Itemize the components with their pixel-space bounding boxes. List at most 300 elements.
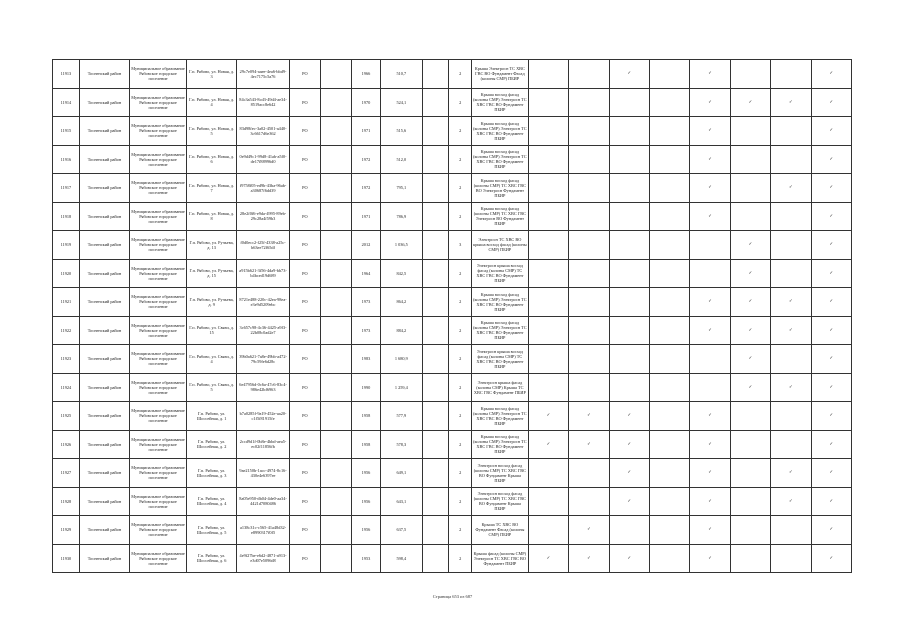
empty-cell (320, 288, 351, 317)
guid-cell: 6e47956d-0c6a-47c6-83c4-986e42bf6963 (237, 373, 290, 402)
table-row (53, 117, 852, 146)
row-id: 11915 (53, 117, 80, 146)
area-cell: 578,3 (380, 430, 422, 459)
check-cell (649, 459, 689, 488)
district-cell: Тосненский район (79, 145, 129, 174)
district-cell: Тосненский район (79, 288, 129, 317)
check-cell (690, 231, 730, 260)
year-cell: 1956 (351, 487, 380, 516)
check-cell (528, 288, 568, 317)
empty-cell (320, 430, 351, 459)
area-cell: 637,5 (380, 516, 422, 545)
check-cell: ✓ (771, 288, 811, 317)
municipality-cell: Муниципальное образование Рябовское городское поселение (130, 402, 187, 431)
empty-cell (320, 117, 351, 146)
table-row (53, 259, 852, 288)
area-cell: 577,9 (380, 402, 422, 431)
check-cell: ✓ (811, 117, 851, 146)
form-cell: РО (289, 430, 320, 459)
district-cell: Тосненский район (79, 259, 129, 288)
check-cell: ✓ (811, 259, 851, 288)
check-cell: ✓ (811, 402, 851, 431)
check-cell: ✓ (771, 373, 811, 402)
row-id: 11920 (53, 259, 80, 288)
address-cell: Г.п. Рябово, ул. Ручьева, д. 15 (186, 259, 236, 288)
area-cell: 795,1 (380, 174, 422, 203)
area-cell: 649,1 (380, 459, 422, 488)
guid-cell: 3c657c98-4c36-4425-a9f3-22b08c0ad2e7 (237, 316, 290, 345)
check-cell: ✓ (811, 288, 851, 317)
district-cell: Тосненский район (79, 487, 129, 516)
works-cell: Электросн крыша восход фасад (колоны СМР) ТС ХВС ГВС ВО Фундамент ПБИР (471, 259, 528, 288)
floors-cell: 3 (449, 231, 472, 260)
floors-cell: 2 (449, 202, 472, 231)
guid-cell: a138c31c-c565-41a48d32-e8990317f0f5 (237, 516, 290, 545)
guid-cell: 8a05e950-db04-4de0-aa34-4421d7080486 (237, 487, 290, 516)
floors-cell: 2 (449, 117, 472, 146)
check-cell (569, 459, 609, 488)
check-cell (609, 117, 649, 146)
district-cell: Тосненский район (79, 60, 129, 89)
empty-cell (320, 88, 351, 117)
check-cell: ✓ (771, 459, 811, 488)
year-cell: 1972 (351, 174, 380, 203)
check-cell: ✓ (690, 174, 730, 203)
check-cell: ✓ (811, 544, 851, 573)
floors-cell: 2 (449, 402, 472, 431)
municipality-cell: Муниципальное образование Рябовское городское поселение (130, 345, 187, 374)
check-cell: ✓ (569, 544, 609, 573)
check-cell (771, 430, 811, 459)
district-cell: Тосненский район (79, 231, 129, 260)
empty-cell (320, 60, 351, 89)
check-cell (609, 373, 649, 402)
area-cell: 510,7 (380, 60, 422, 89)
address-cell: Г.п. Рябово, ул. Связи, д. 15 (186, 316, 236, 345)
empty-cell (422, 145, 449, 174)
check-cell (690, 345, 730, 374)
row-id: 11916 (53, 145, 80, 174)
empty-cell (320, 402, 351, 431)
check-cell (609, 231, 649, 260)
form-cell: РО (289, 402, 320, 431)
empty-cell (320, 202, 351, 231)
check-cell: ✓ (609, 60, 649, 89)
works-cell: Электросн восход фасад (колоны СМР) ТС ХВС ГВС ВО Фундамент Крыша ПБИР (471, 459, 528, 488)
table-row (53, 402, 852, 431)
district-cell: Тосненский район (79, 430, 129, 459)
check-cell (528, 202, 568, 231)
table-row (53, 459, 852, 488)
check-cell: ✓ (609, 430, 649, 459)
check-cell: ✓ (771, 487, 811, 516)
check-cell (649, 316, 689, 345)
table-row (53, 316, 852, 345)
check-cell (649, 174, 689, 203)
floors-cell: 2 (449, 174, 472, 203)
area-cell: 512,0 (380, 145, 422, 174)
municipality-cell: Муниципальное образование Рябовское городское поселение (130, 174, 187, 203)
guid-cell: 83d98fec-3a02-4501-a440-3c6617d6e362 (237, 117, 290, 146)
check-cell: ✓ (811, 373, 851, 402)
check-cell: ✓ (690, 402, 730, 431)
guid-cell: 0e9d49c1-99d8-41ab-a5f0-de17f88996d0 (237, 145, 290, 174)
year-cell: 1970 (351, 88, 380, 117)
check-cell (771, 345, 811, 374)
year-cell: 1971 (351, 117, 380, 146)
year-cell: 1956 (351, 459, 380, 488)
check-cell (609, 88, 649, 117)
check-cell: ✓ (690, 516, 730, 545)
year-cell: 1964 (351, 259, 380, 288)
check-cell: ✓ (811, 145, 851, 174)
form-cell: РО (289, 459, 320, 488)
empty-cell (320, 459, 351, 488)
table-row (53, 373, 852, 402)
empty-cell (320, 544, 351, 573)
guid-cell: 4e9f27be-e6d2-4871-a913-e3d07e5096d8 (237, 544, 290, 573)
row-id: 11924 (53, 373, 80, 402)
check-cell (771, 202, 811, 231)
check-cell (569, 373, 609, 402)
address-cell: Г.п. Рябово, ул. Ручьева, д. 9 (186, 288, 236, 317)
area-cell: 864,2 (380, 288, 422, 317)
table-row (53, 516, 852, 545)
works-cell: Крыша восход фасад (колоны СМР) Электросн ТС ХВС ГВС ВО Фундамент ПБИР (471, 288, 528, 317)
area-cell: 643,1 (380, 487, 422, 516)
check-cell (730, 145, 770, 174)
check-cell (649, 145, 689, 174)
address-cell: Г.п. Рябово, ул. Шоссейная, д. 3 (186, 459, 236, 488)
row-id: 11922 (53, 316, 80, 345)
works-cell: Крыша фасад (колоны СМР) Электросн ТС ХВС ГВС ВО Фундамент ПБИР (471, 544, 528, 573)
check-cell (609, 316, 649, 345)
address-cell: Г.п. Рябово, ул. Шоссейная, д. 5 (186, 516, 236, 545)
guid-cell: 84c3a543-8cd3-49d4-ae34-8519acc8e642 (237, 88, 290, 117)
table-row (53, 88, 852, 117)
district-cell: Тосненский район (79, 117, 129, 146)
check-cell: ✓ (690, 288, 730, 317)
check-cell: ✓ (609, 487, 649, 516)
check-cell (528, 345, 568, 374)
form-cell: РО (289, 145, 320, 174)
empty-cell (422, 88, 449, 117)
table-row (53, 345, 852, 374)
empty-cell (320, 174, 351, 203)
check-cell (569, 487, 609, 516)
check-cell: ✓ (690, 544, 730, 573)
check-cell (690, 373, 730, 402)
check-cell: ✓ (528, 402, 568, 431)
check-cell: ✓ (569, 430, 609, 459)
empty-cell (422, 430, 449, 459)
address-cell: Г.п. Рябово, ул. Новая, д. 3 (186, 60, 236, 89)
check-cell (528, 373, 568, 402)
check-cell (528, 88, 568, 117)
check-cell: ✓ (569, 516, 609, 545)
empty-cell (320, 487, 351, 516)
check-cell (771, 145, 811, 174)
check-cell (649, 231, 689, 260)
municipality-cell: Муниципальное образование Рябовское городское поселение (130, 231, 187, 260)
guid-cell: 29c7e094-aaee-4ea6-bbd9-4ec7175c5a76 (237, 60, 290, 89)
check-cell (730, 544, 770, 573)
floors-cell: 2 (449, 145, 472, 174)
page-footer: Страница 653 из 687 (432, 594, 473, 599)
check-cell: ✓ (528, 430, 568, 459)
row-id: 11921 (53, 288, 80, 317)
check-cell (569, 117, 609, 146)
check-cell: ✓ (609, 544, 649, 573)
form-cell: РО (289, 174, 320, 203)
check-cell (569, 259, 609, 288)
table-row (53, 487, 852, 516)
municipality-cell: Муниципальное образование Рябовское городское поселение (130, 60, 187, 89)
table-row (53, 544, 852, 573)
check-cell (609, 259, 649, 288)
empty-cell (422, 373, 449, 402)
municipality-cell: Муниципальное образование Рябовское городское поселение (130, 430, 187, 459)
floors-cell: 2 (449, 288, 472, 317)
address-cell: Г.п. Рябово, ул. Новая, д. 8 (186, 202, 236, 231)
year-cell: 1973 (351, 316, 380, 345)
check-cell (730, 402, 770, 431)
works-cell: Крыша восход фасад (колоны СМР) ТС ХВС ГВС ВО Электросн Фундамент ПБИР (471, 174, 528, 203)
check-cell: ✓ (690, 145, 730, 174)
check-cell: ✓ (811, 316, 851, 345)
check-cell: ✓ (811, 430, 851, 459)
empty-cell (320, 345, 351, 374)
works-cell: Электросн крыша фасад (колоны СМР) Крыша ТС ХВС ГВС Фундамент ПБИР (471, 373, 528, 402)
check-cell: ✓ (811, 174, 851, 203)
check-cell: ✓ (609, 402, 649, 431)
floors-cell: 2 (449, 259, 472, 288)
empty-cell (320, 145, 351, 174)
check-cell: ✓ (690, 487, 730, 516)
check-cell: ✓ (690, 60, 730, 89)
row-id: 11930 (53, 544, 80, 573)
floors-cell: 2 (449, 430, 472, 459)
row-id: 11919 (53, 231, 80, 260)
floors-cell: 2 (449, 345, 472, 374)
empty-cell (320, 259, 351, 288)
works-cell: Крыша Электросн ТС ХВС ГВС ВО Фундамент Фасад (колоны СМР) ПБИР (471, 60, 528, 89)
check-cell: ✓ (771, 88, 811, 117)
empty-cell (422, 316, 449, 345)
empty-cell (422, 117, 449, 146)
check-cell: ✓ (811, 487, 851, 516)
check-cell (528, 487, 568, 516)
check-cell (771, 60, 811, 89)
check-cell (569, 174, 609, 203)
check-cell (649, 288, 689, 317)
check-cell (569, 316, 609, 345)
district-cell: Тосненский район (79, 373, 129, 402)
works-cell: Крыша ТС ХВС ВО Фундамент Фасад (колоны СМР) ПБИР (471, 516, 528, 545)
area-cell: 1 680,9 (380, 345, 422, 374)
check-cell: ✓ (690, 88, 730, 117)
empty-cell (422, 516, 449, 545)
table-row (53, 202, 852, 231)
works-cell: Крыша восход фасад (колоны СМР) Электросн ТС ХВС ГВС ВО Фундамент ПБИР (471, 88, 528, 117)
table-row (53, 174, 852, 203)
empty-cell (320, 516, 351, 545)
district-cell: Тосненский район (79, 174, 129, 203)
guid-cell: 8721e488-220c-42ea-98ea-e3e9d5209ebc (237, 288, 290, 317)
floors-cell: 2 (449, 60, 472, 89)
area-cell: 1 036,5 (380, 231, 422, 260)
check-cell (569, 60, 609, 89)
municipality-cell: Муниципальное образование Рябовское городское поселение (130, 88, 187, 117)
empty-cell (422, 345, 449, 374)
district-cell: Тосненский район (79, 88, 129, 117)
check-cell (609, 145, 649, 174)
municipality-cell: Муниципальное образование Рябовское городское поселение (130, 516, 187, 545)
empty-cell (320, 231, 351, 260)
check-cell: ✓ (730, 373, 770, 402)
check-cell: ✓ (609, 459, 649, 488)
check-cell (730, 174, 770, 203)
municipality-cell: Муниципальное образование Рябовское городское поселение (130, 145, 187, 174)
check-cell (690, 259, 730, 288)
municipality-cell: Муниципальное образование Рябовское городское поселение (130, 544, 187, 573)
floors-cell: 2 (449, 373, 472, 402)
works-cell: Электросн крыша восход фасад (колоны СМР) ТС ХВС ГВС ВО Фундамент ПБИР (471, 345, 528, 374)
works-cell: Крыша восход фасад (колоны СМР) Электросн ТС ХВС ГВС ВО Фундамент ПБИР (471, 117, 528, 146)
row-id: 11918 (53, 202, 80, 231)
floors-cell: 2 (449, 516, 472, 545)
row-id: 11929 (53, 516, 80, 545)
form-cell: РО (289, 516, 320, 545)
row-id: 11928 (53, 487, 80, 516)
table-row (53, 231, 852, 260)
address-cell: Г.п. Рябово, ул. Связи, д. 4 (186, 345, 236, 374)
area-cell: 524,1 (380, 88, 422, 117)
check-cell: ✓ (569, 402, 609, 431)
check-cell (569, 288, 609, 317)
check-cell (609, 202, 649, 231)
check-cell (649, 544, 689, 573)
check-cell (730, 117, 770, 146)
form-cell: РО (289, 259, 320, 288)
check-cell (528, 516, 568, 545)
register-table-body (53, 60, 852, 573)
row-id: 11914 (53, 88, 80, 117)
row-id: 11927 (53, 459, 80, 488)
works-cell: Крыша восход фасад (колоны СМР) Электросн ТС ХВС ГВС ВО Фундамент ПБИР (471, 316, 528, 345)
check-cell: ✓ (730, 316, 770, 345)
check-cell (730, 516, 770, 545)
check-cell (649, 202, 689, 231)
form-cell: РО (289, 316, 320, 345)
check-cell: ✓ (811, 202, 851, 231)
check-cell (771, 117, 811, 146)
empty-cell (422, 402, 449, 431)
check-cell (649, 88, 689, 117)
form-cell: РО (289, 288, 320, 317)
check-cell (771, 544, 811, 573)
form-cell: РО (289, 88, 320, 117)
check-cell: ✓ (690, 117, 730, 146)
area-cell: 515,6 (380, 117, 422, 146)
guid-cell: 39b0a621-7a8e-49bb-a472-79c59fe6d28c (237, 345, 290, 374)
check-cell (569, 345, 609, 374)
check-cell: ✓ (528, 544, 568, 573)
register-table (52, 59, 852, 573)
table-row (53, 145, 852, 174)
check-cell (649, 487, 689, 516)
guid-cell: b7a0285f-9a19-452e-aa20-c1f5f81915fe (237, 402, 290, 431)
works-cell: Крыша восход фасад (колоны СМР) ТС ХВС ГВС Электросн ВО Фундамент ПБИР (471, 202, 528, 231)
table-row (53, 430, 852, 459)
year-cell: 1972 (351, 145, 380, 174)
check-cell (528, 117, 568, 146)
check-cell (649, 60, 689, 89)
form-cell: РО (289, 202, 320, 231)
municipality-cell: Муниципальное образование Рябовское городское поселение (130, 459, 187, 488)
check-cell (730, 202, 770, 231)
check-cell (528, 259, 568, 288)
year-cell: 1971 (351, 202, 380, 231)
empty-cell (422, 259, 449, 288)
check-cell: ✓ (730, 288, 770, 317)
year-cell: 1956 (351, 516, 380, 545)
address-cell: Г.п. Рябово, ул. Связи, д. 5 (186, 373, 236, 402)
district-cell: Тосненский район (79, 202, 129, 231)
check-cell: ✓ (690, 459, 730, 488)
check-cell (569, 145, 609, 174)
check-cell (649, 259, 689, 288)
area-cell: 598,4 (380, 544, 422, 573)
address-cell: Г.п. Рябово, ул. Новая, д. 6 (186, 145, 236, 174)
check-cell: ✓ (811, 345, 851, 374)
check-cell (528, 231, 568, 260)
row-id: 11913 (53, 60, 80, 89)
check-cell (649, 373, 689, 402)
address-cell: Г.п. Рябово, ул. Новая, д. 4 (186, 88, 236, 117)
guid-cell: f0d0ecc2-f25f-4338-a25c-b63ee72f65df (237, 231, 290, 260)
floors-cell: 2 (449, 487, 472, 516)
year-cell: 1990 (351, 373, 380, 402)
check-cell (609, 174, 649, 203)
empty-cell (320, 316, 351, 345)
form-cell: РО (289, 117, 320, 146)
municipality-cell: Муниципальное образование Рябовское городское поселение (130, 288, 187, 317)
address-cell: Г.п. Рябово, ул. Шоссейная, д. 1 (186, 402, 236, 431)
check-cell (771, 516, 811, 545)
year-cell: 1953 (351, 544, 380, 573)
district-cell: Тосненский район (79, 459, 129, 488)
check-cell: ✓ (730, 88, 770, 117)
municipality-cell: Муниципальное образование Рябовское городское поселение (130, 487, 187, 516)
district-cell: Тосненский район (79, 402, 129, 431)
check-cell (649, 402, 689, 431)
guid-cell: a915b621-3f56-4da9-bb73-b4bced19d689 (237, 259, 290, 288)
check-cell (528, 459, 568, 488)
check-cell: ✓ (811, 516, 851, 545)
guid-cell: 28e2f0f6-e9da-4995-89eb-29c28a4f59b3 (237, 202, 290, 231)
check-cell: ✓ (811, 231, 851, 260)
form-cell: РО (289, 231, 320, 260)
empty-cell (320, 373, 351, 402)
check-cell (649, 430, 689, 459)
check-cell (771, 231, 811, 260)
check-cell (528, 60, 568, 89)
address-cell: Г.п. Рябово, ул. Новая, д. 7 (186, 174, 236, 203)
district-cell: Тосненский район (79, 516, 129, 545)
municipality-cell: Муниципальное образование Рябовское городское поселение (130, 202, 187, 231)
year-cell: 1973 (351, 288, 380, 317)
